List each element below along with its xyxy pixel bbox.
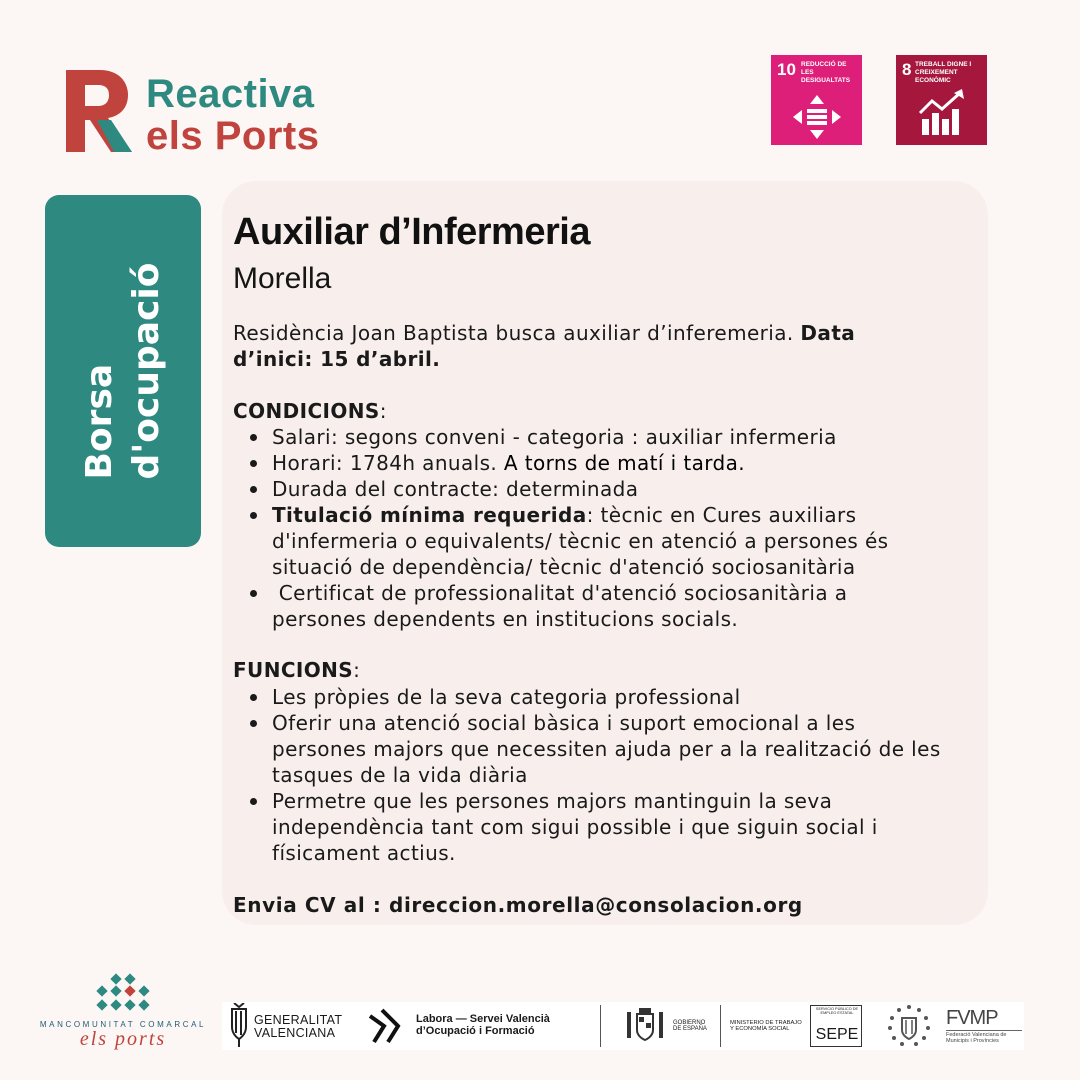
side-tab-line1: Borsa xyxy=(79,363,120,480)
growth-chart-icon xyxy=(918,89,966,137)
sdg-10-number: 10 xyxy=(777,60,796,79)
list-item: Permetre que les persones majors mantinguin la seva independència tant com sigui possible i que siguin social i físicament actius. xyxy=(246,788,946,866)
job-location: Morella xyxy=(233,262,332,295)
job-title: Auxiliar d’Infermeria xyxy=(233,211,590,253)
conditions-list xyxy=(246,424,946,632)
list-item xyxy=(246,580,946,632)
functions-list xyxy=(246,684,946,866)
reactiva-logo-icon xyxy=(66,70,132,152)
generalitat-name: GENERALITAT VALENCIANA xyxy=(254,1013,343,1041)
sepe-abbr: SEPE xyxy=(815,1026,859,1043)
start-date: Data d’inici: 15 d’abril. xyxy=(233,321,856,371)
job-intro xyxy=(233,320,933,372)
els-ports-label: els ports xyxy=(79,1028,167,1050)
functions-heading: FUNCIONS: xyxy=(233,658,361,682)
spain-coat-of-arms-icon xyxy=(625,1006,665,1046)
brand-name-line2: els Ports xyxy=(146,114,320,158)
labora-name: Labora — Servei Valencià d’Ocupació i Formació xyxy=(416,1013,550,1037)
condition-duration: Durada del contracte: determinada xyxy=(272,477,639,501)
condition-qualification-label: Titulació mínima requerida xyxy=(272,503,587,527)
list-item xyxy=(246,424,946,450)
sdg-8-number: 8 xyxy=(902,60,912,79)
sponsor-divider xyxy=(720,1005,721,1047)
ministerio-name: MINISTERIO DE TRABAJO Y ECONOMÍA SOCIAL xyxy=(730,1020,802,1033)
contact-email: Envia CV al : direccion.morella@consolacion.org xyxy=(233,893,803,917)
functions-heading-text: FUNCIONS xyxy=(233,658,354,682)
side-tab-label xyxy=(76,263,170,480)
fvmp-abbr: FVMP xyxy=(946,1007,998,1029)
fvmp-underline xyxy=(946,1030,1022,1031)
list-item xyxy=(246,502,946,580)
condition-shifts: A torns de matí i tarda. xyxy=(503,451,746,475)
intro-text: Residència Joan Baptista busca auxiliar d’inferemeria. xyxy=(233,321,801,345)
condition-hours: Horari: 1784h anuals. xyxy=(272,451,504,475)
condition-salary: Salari: segons conveni - categoria : auxiliar infermeria xyxy=(272,425,837,449)
labora-logo-icon xyxy=(368,1008,404,1044)
list-item xyxy=(246,476,946,502)
borsa-ocupacio-tab xyxy=(45,195,201,547)
mancomunitat-logo-icon xyxy=(90,973,156,1017)
conditions-heading-text: CONDICIONS xyxy=(233,399,380,423)
sdg-8-label: TREBALL DIGNE I CREIXEMENT ECONÒMIC xyxy=(915,61,972,84)
condition-qualification: : tècnic en Cures auxiliars d'infermeria o equivalents/ tècnic en atenció a persones és situació de dependència/ tècnic d'atenció sociosanitària xyxy=(272,503,889,579)
sdg-10-badge xyxy=(771,55,862,145)
list-item: Les pròpies de la seva categoria professional xyxy=(246,684,946,710)
generalitat-shield-icon xyxy=(228,1003,250,1047)
sdg-8-badge xyxy=(896,55,987,145)
list-item xyxy=(246,450,946,476)
sepe-full-name: SERVICIO PÚBLICO DE EMPLEO ESTATAL xyxy=(815,1007,859,1015)
gobierno-name: GOBIERNO DE ESPAÑA xyxy=(673,1020,707,1033)
sdg-10-label: REDUCCIÓ DE LES DESIGUALTATS xyxy=(801,61,851,84)
equality-arrows-icon xyxy=(793,95,841,139)
sponsor-divider xyxy=(600,1005,601,1047)
side-tab-line2: d'ocupació xyxy=(126,262,167,480)
condition-certificate: Certificat de professionalitat d'atenció sociosanitària a persones dependents en institucions socials. xyxy=(272,581,855,631)
fvmp-stars-emblem-icon xyxy=(886,1004,932,1048)
fvmp-name: Federació Valenciana de Municipis i Províncies xyxy=(946,1032,1007,1044)
conditions-heading: CONDICIONS: xyxy=(233,399,387,423)
list-item: Oferir una atenció social bàsica i suport emocional a les persones majors que necessiten ajuda per a la realització de les tasques de la vida diària xyxy=(246,710,946,788)
brand-name-line1: Reactiva xyxy=(146,72,315,116)
mancomunitat-label: MANCOMUNITAT COMARCAL xyxy=(39,1020,207,1029)
